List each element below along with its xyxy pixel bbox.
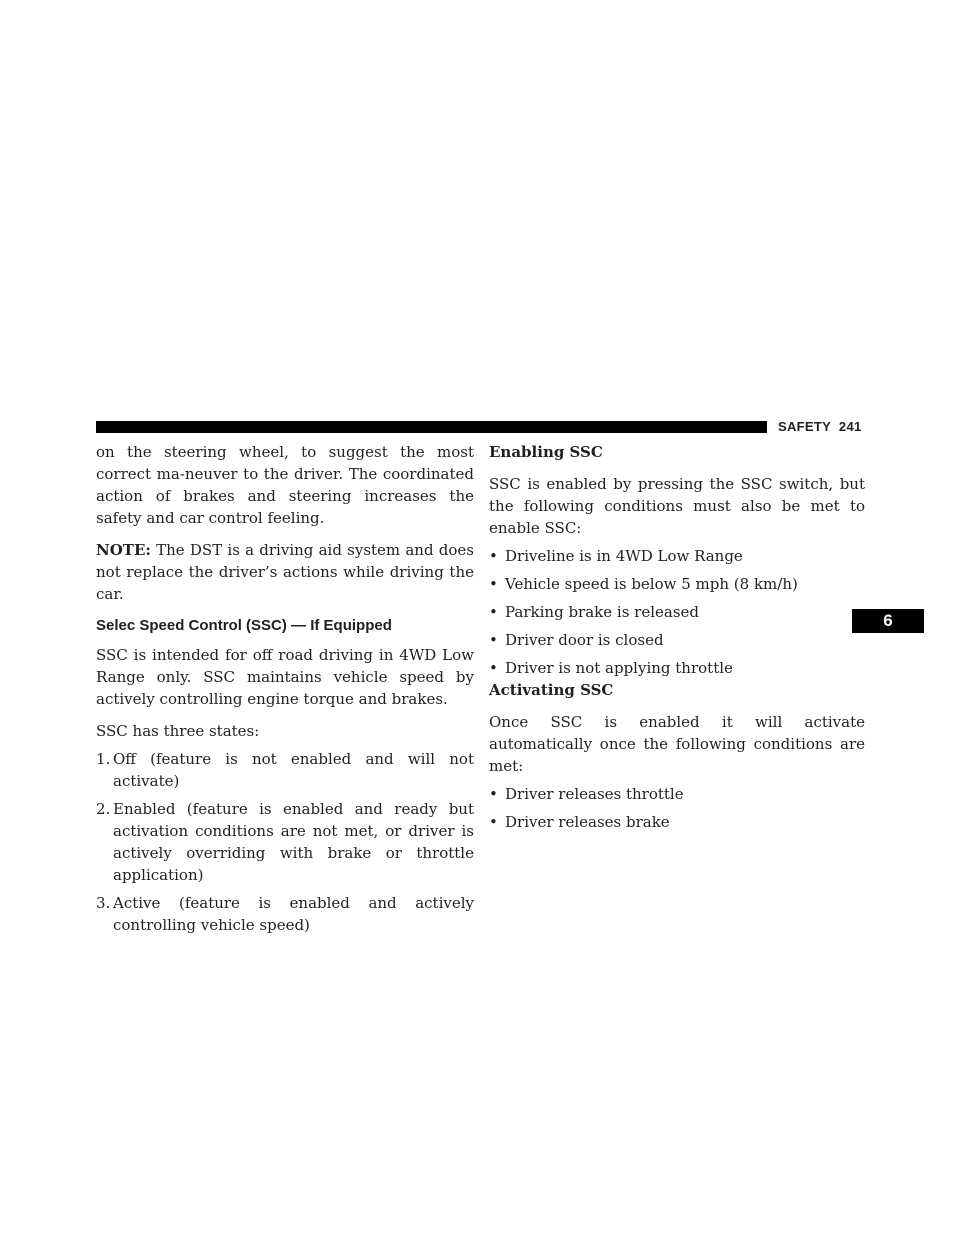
right-column [489,441,865,833]
list-item-text: Driver releases throttle [505,785,684,803]
bullet-icon: • [489,659,498,677]
list-item-text: Driver door is closed [505,631,664,649]
list-item-text: Vehicle speed is below 5 mph (8 km/h) [505,575,798,593]
bullet-icon: • [489,547,498,565]
list-item [96,798,474,886]
list-item [489,601,865,623]
bullet-icon: • [489,813,498,831]
header-rule [96,421,767,433]
chapter-tab: 6 [852,609,924,633]
note-paragraph [96,539,474,605]
list-item-text: Driver is not applying throttle [505,659,733,677]
bullet-icon: • [489,631,498,649]
list-number: 2. [96,800,111,818]
list-item [96,748,474,792]
list-number: 3. [96,894,111,912]
states-list [96,748,474,936]
list-item [489,573,865,595]
section-label: SAFETY [778,419,832,434]
list-item-text: Off (feature is not enabled and will not activate) [113,750,474,790]
states-intro: SSC has three states: [96,722,260,740]
list-item [489,657,865,679]
list-item [489,811,865,833]
list-item-text: Parking brake is released [505,603,700,621]
bullet-icon: • [489,575,498,593]
list-item-text: Driveline is in 4WD Low Range [505,547,743,565]
list-item [489,629,865,651]
bullet-icon: • [489,603,498,621]
list-item-text: Driver releases brake [505,813,670,831]
continued-paragraph: on the steering wheel, to suggest the most correct ma-neuver to the driver. The coordinated action of brakes and steering increases the safety and car control feeling. [96,443,474,527]
activating-intro: Once SSC is enabled it will activate automatically once the following conditions are met: [489,713,865,775]
activating-heading: Activating SSC [489,681,614,699]
enabling-conditions-list [489,545,865,679]
intro-paragraph: SSC is intended for off road driving in 4WD Low Range only. SSC maintains vehicle speed by actively controlling engine torque and brakes. [96,646,474,708]
enabling-intro: SSC is enabled by pressing the SSC switch, but the following conditions must also be met to enable SSC: [489,475,865,537]
list-item [489,545,865,567]
running-header [778,419,862,434]
activating-conditions-list [489,783,865,833]
list-item [489,783,865,805]
page-number: 241 [838,419,862,434]
note-label: NOTE: [96,541,151,559]
left-column [96,441,474,936]
list-item-text: Active (feature is enabled and actively controlling vehicle speed) [113,894,474,934]
enabling-heading: Enabling SSC [489,443,603,461]
list-item [96,892,474,936]
note-text: The DST is a driving aid system and does not replace the driver’s actions while driving the car. [96,541,474,603]
bullet-icon: • [489,785,498,803]
list-number: 1. [96,750,111,768]
section-title: Selec Speed Control (SSC) — If Equipped [96,617,392,634]
list-item-text: Enabled (feature is enabled and ready but activation conditions are not met, or driver is actively overriding with brake or throttle application) [113,800,474,884]
